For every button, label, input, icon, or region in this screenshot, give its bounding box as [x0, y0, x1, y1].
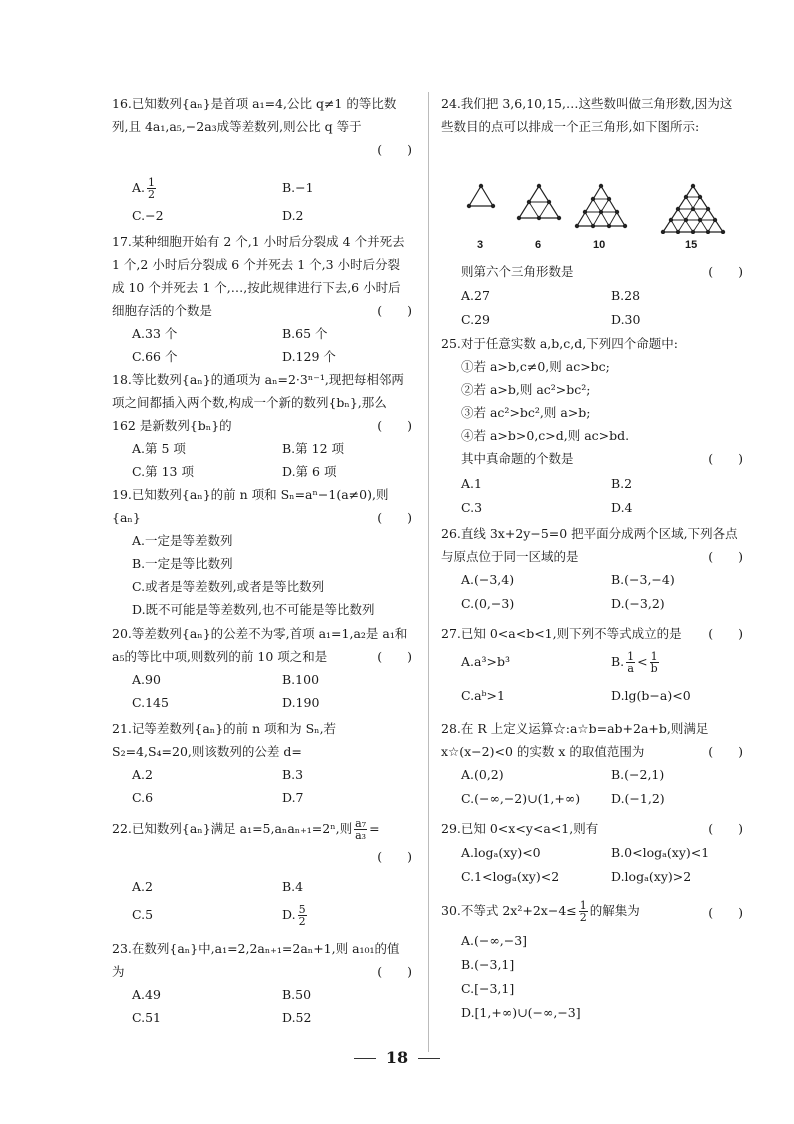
option-b: B.(−2,1)	[611, 767, 665, 782]
option-c: C.(0,−3)	[461, 596, 515, 611]
answer-blank: ( )	[708, 744, 743, 759]
option-a: A.27	[461, 288, 490, 303]
option-d: D.[1,+∞)∪(−∞,−3]	[461, 1005, 581, 1020]
option-b: B.65 个	[282, 326, 328, 341]
question-stem: 27.已知 0<a<b<1,则下列不等式成立的是	[441, 626, 682, 641]
triangle-dots-svg	[461, 182, 751, 234]
option-a: A.第 5 项	[132, 441, 186, 456]
option-b: B.−1	[282, 180, 314, 195]
answer-blank: ( )	[377, 849, 412, 864]
triangle-label: 15	[685, 239, 698, 251]
question-18	[112, 368, 412, 483]
question-28	[441, 717, 743, 817]
proposition-1: ①若 a>b,c≠0,则 ac>bc;	[461, 359, 610, 374]
option-c: C.145	[132, 695, 169, 710]
question-22: 22.已知数列{aₙ}满足 a₁=5,aₙaₙ₊₁=2ⁿ,则 $\frac{\text{a₇}}{\text{a₃}}$ = ( ) A.2 B.4 C.5 D. $\frac{5}{2}$	[112, 817, 412, 937]
option-c: C.或者是等差数列,或者是等比数列	[132, 579, 325, 594]
option-d: D.30	[611, 312, 641, 327]
answer-blank: ( )	[708, 626, 743, 641]
footer-dash	[354, 1058, 376, 1059]
option-b: B.第 12 项	[282, 441, 345, 456]
option-b: B. $\frac{1}{a}$ < $\frac{1}{b}$	[611, 650, 658, 675]
option-c: C.(−∞,−2)∪(1,+∞)	[461, 791, 581, 806]
question-16	[112, 92, 412, 230]
question-29	[441, 817, 743, 899]
option-c: C.1<logₐ(xy)<2	[461, 869, 560, 884]
option-d: D.(−3,2)	[611, 596, 665, 611]
question-stem: 20.等差数列{aₙ}的公差不为零,首项 a₁=1,a₂是 a₁和 a₅的等比中项,则数列的前 10 项之和是	[112, 626, 408, 664]
option-d: D.4	[611, 500, 633, 515]
option-b: B.28	[611, 288, 641, 303]
option-d: D.lg(b−a)<0	[611, 688, 691, 703]
option-b: B.50	[282, 987, 312, 1002]
answer-blank: ( )	[377, 649, 412, 664]
question-stem: 23.在数列{aₙ}中,a₁=2,2aₙ₊₁=2aₙ+1,则 a₁₀₁的值为	[112, 941, 400, 979]
option-d: D.7	[282, 790, 304, 805]
option-d: D.logₐ(xy)>2	[611, 869, 692, 884]
option-a: A.49	[132, 987, 161, 1002]
option-b: B.(−3,1]	[461, 957, 515, 972]
answer-blank: ( )	[377, 418, 412, 433]
option-b: B.0<logₐ(xy)<1	[611, 845, 710, 860]
option-c: C.66 个	[132, 349, 178, 364]
option-a: A.logₐ(xy)<0	[461, 845, 541, 860]
fraction: $\frac{\text{a₇}}{\text{a₃}}$	[355, 817, 367, 842]
option-a: A.2	[132, 879, 153, 894]
triangle-label: 10	[593, 239, 606, 251]
option-b: B.3	[282, 767, 304, 782]
question-stem: 22.已知数列{aₙ}满足 a₁=5,aₙaₙ₊₁=2ⁿ,则	[112, 821, 353, 836]
triangle-label: 6	[535, 239, 542, 251]
answer-blank: ( )	[377, 142, 412, 157]
question-stem: 16.已知数列{aₙ}是首项 a₁=4,公比 q≠1 的等比数列,且 4a₁,a₅,−2a₃成等差数列,则公比 q 等于	[112, 96, 397, 134]
right-column	[428, 92, 743, 1052]
question-19	[112, 483, 412, 622]
option-d: D.(−1,2)	[611, 791, 665, 806]
option-a: A.(0,2)	[461, 767, 504, 782]
answer-blank: ( )	[377, 510, 412, 525]
option-a: A.a³>b³	[461, 654, 510, 669]
footer-dash	[418, 1058, 440, 1059]
answer-blank: ( )	[377, 964, 412, 979]
answer-blank: ( )	[708, 905, 743, 920]
page-number: 18	[385, 1048, 409, 1067]
option-d: D.129 个	[282, 349, 336, 364]
option-b: B.(−3,−4)	[611, 572, 675, 587]
option-a: A.一定是等差数列	[132, 533, 233, 548]
option-a: A.(−3,4)	[461, 572, 515, 587]
answer-blank: ( )	[377, 303, 412, 318]
question-stem: 25.对于任意实数 a,b,c,d,下列四个命题中:	[441, 336, 678, 351]
answer-blank: ( )	[708, 264, 743, 279]
page-footer	[0, 1048, 794, 1067]
question-17	[112, 230, 412, 368]
question-ask: 其中真命题的个数是	[461, 451, 574, 466]
answer-blank: ( )	[708, 549, 743, 564]
option-a: A. $\frac{1}{2}$	[132, 176, 156, 201]
question-30: 30.不等式 2x²+2x−4≤ $\frac{1}{2}$ 的解集为 ( ) A.(−∞,−3] B.(−3,1] C.[−3,1] D.[1,+∞)∪(−∞,−3]	[441, 899, 743, 1029]
question-ask: 则第六个三角形数是	[461, 264, 574, 279]
option-d: D. $\frac{5}{2}$	[282, 903, 306, 928]
question-stem: 26.直线 3x+2y−5=0 把平面分成两个区域,下列各点与原点位于同一区域的是	[441, 526, 738, 564]
answer-blank: ( )	[708, 451, 743, 466]
option-a: A.90	[132, 672, 161, 687]
question-21	[112, 717, 412, 817]
proposition-4: ④若 a>b>0,c>d,则 ac>bd.	[461, 428, 630, 443]
left-column	[112, 92, 412, 1032]
question-stem: 29.已知 0<x<y<a<1,则有	[441, 821, 599, 836]
question-20	[112, 622, 412, 717]
option-c: C.5	[132, 907, 154, 922]
question-stem: 19.已知数列{aₙ}的前 n 项和 Sₙ=aⁿ−1(a≠0),则{aₙ}	[112, 487, 389, 525]
option-b: B.100	[282, 672, 320, 687]
option-c: C.aᵇ>1	[461, 688, 505, 703]
option-c: C.51	[132, 1010, 161, 1025]
option-b: B.2	[611, 476, 633, 491]
option-c: C.−2	[132, 208, 164, 223]
option-c: C.3	[461, 500, 483, 515]
option-d: D.第 6 项	[282, 464, 337, 479]
question-stem: 21.记等差数列{aₙ}的前 n 项和为 Sₙ,若 S₂=4,S₄=20,则该数列的公差 d=	[112, 721, 337, 759]
proposition-3: ③若 ac²>bc²,则 a>b;	[461, 405, 591, 420]
option-a: A.2	[132, 767, 153, 782]
question-27	[441, 622, 743, 717]
option-d: D.52	[282, 1010, 312, 1025]
option-c: C.29	[461, 312, 490, 327]
question-stem: 28.在 R 上定义运算☆:a☆b=ab+2a+b,则满足 x☆(x−2)<0 的实数 x 的取值范围为	[441, 721, 709, 759]
option-b: B.一定是等比数列	[132, 556, 233, 571]
option-d: D.既不可能是等差数列,也不可能是等比数列	[132, 602, 375, 617]
option-c: C.6	[132, 790, 154, 805]
question-25	[441, 332, 743, 522]
proposition-2: ②若 a>b,则 ac²>bc²;	[461, 382, 591, 397]
option-b: B.4	[282, 879, 304, 894]
question-stem: 18.等比数列{aₙ}的通项为 aₙ=2·3ⁿ⁻¹,现把每相邻两项之间都插入两个数,构成一个新的数列{bₙ},那么 162 是新数列{bₙ}的	[112, 372, 404, 433]
option-d: D.190	[282, 695, 320, 710]
option-c: C.[−3,1]	[461, 981, 515, 996]
option-a: A.1	[461, 476, 482, 491]
option-d: D.2	[282, 208, 304, 223]
question-stem: 30.不等式 2x²+2x−4≤	[441, 903, 577, 918]
triangle-label: 3	[477, 239, 484, 251]
question-26	[441, 522, 743, 622]
question-24	[441, 92, 743, 332]
question-stem: 17.某种细胞开始有 2 个,1 小时后分裂成 4 个并死去 1 个,2 小时后分裂成 6 个并死去 1 个,3 小时后分裂成 10 个并死去 1 个,…,按此规律进行下去,6 小时后细胞存活的个数是	[112, 234, 405, 318]
answer-blank: ( )	[708, 821, 743, 836]
option-c: C.第 13 项	[132, 464, 194, 479]
option-a: A.(−∞,−3]	[461, 933, 528, 948]
question-23	[112, 937, 412, 1032]
option-a: A.33 个	[132, 326, 178, 341]
question-stem: 24.我们把 3,6,10,15,…这些数叫做三角形数,因为这些数目的点可以排成一个正三角形,如下图所示:	[441, 96, 733, 134]
triangle-numbers-figure	[461, 182, 751, 251]
